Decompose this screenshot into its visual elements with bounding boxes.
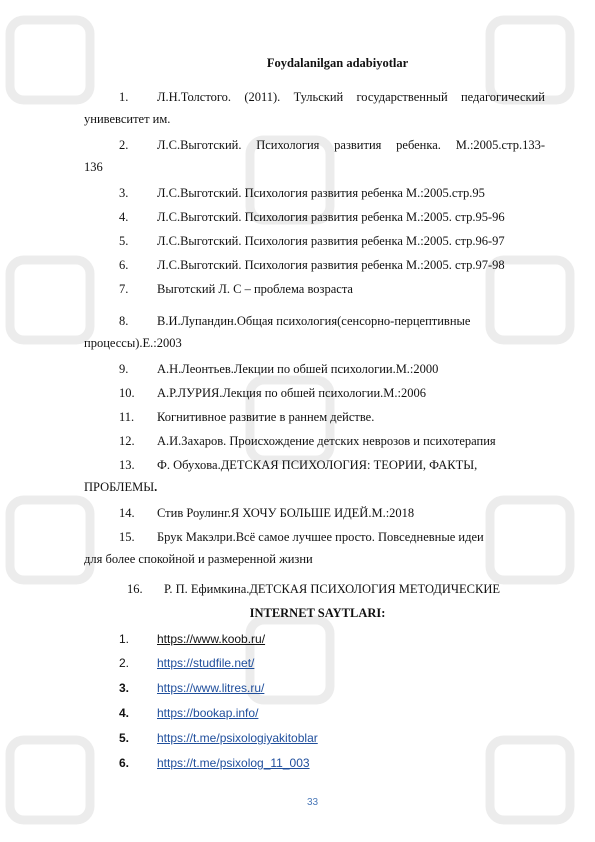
internet-sites-heading: INTERNET SAYTLARI:: [249, 606, 386, 620]
reference-text-continuation: [84, 336, 182, 351]
reference-text: А.И.Захаров. Происхождение детских неврозов и психотерапия: [157, 434, 496, 448]
website-link[interactable]: https://www.koob.ru/: [157, 632, 266, 646]
reference-number: 8.: [119, 314, 129, 328]
reference-text: Ф. Обухова.ДЕТСКАЯ ПСИХОЛОГИЯ: ТЕОРИИ, ФАКТЫ,: [157, 458, 478, 472]
website-link[interactable]: https://t.me/psixologiyakitoblar: [157, 731, 318, 745]
reference-continuation-text: 136: [84, 160, 103, 174]
reference-number: 14.: [119, 506, 135, 520]
reference-text-continuation: [84, 552, 313, 567]
reference-number: 12.: [119, 434, 135, 448]
website-number: 3.: [119, 681, 130, 695]
website-link[interactable]: https://t.me/psixolog_11_003: [157, 756, 310, 770]
reference-number: 10.: [119, 386, 135, 400]
reference-text: А.Н.Леонтьев.Лекции по обшей психологии.М.:2000: [157, 362, 439, 376]
page-number: 33: [306, 797, 319, 808]
reference-text: Л.С.Выготский. Психология развития ребенка М.:2005. стр.97-98: [157, 258, 505, 272]
reference-text: В.И.Лупандин.Общая психология(сенсорно-перцептивные: [157, 314, 471, 328]
reference-number: 13.: [119, 458, 135, 472]
website-link[interactable]: https://www.litres.ru/: [157, 681, 265, 695]
reference-number: 3.: [119, 186, 129, 200]
website-number: 1.: [119, 632, 130, 646]
reference-continuation-text: для более спокойной и размеренной жизни: [84, 552, 313, 566]
reference-continuation-text: ПРОБЛЕМЫ: [84, 480, 155, 494]
reference-number: 15.: [119, 530, 135, 544]
reference-number: 1.: [119, 90, 129, 104]
reference-text: Р. П. Ефимкина.ДЕТСКАЯ ПСИХОЛОГИЯ МЕТОДИЧЕСКИЕ: [164, 582, 501, 596]
reference-number: 16.: [127, 582, 143, 596]
website-link[interactable]: https://studfile.net/: [157, 656, 255, 670]
website-number: 6.: [119, 756, 130, 770]
reference-number: 11.: [119, 410, 135, 424]
website-number: 4.: [119, 706, 130, 720]
reference-text: Л.Н.Толстого. (2011). Тульский государственный педагогический: [157, 90, 545, 104]
reference-text: А.Р.ЛУРИЯ.Лекция по обшей психологии.М.:2006: [157, 386, 426, 400]
reference-number: 6.: [119, 258, 129, 272]
references-heading: Foydalanilgan adabiyotlar: [266, 56, 409, 70]
reference-number: 7.: [119, 282, 129, 296]
reference-suffix: .: [154, 480, 158, 494]
reference-text: Л.С.Выготский. Психология развития ребенка. М.:2005.стр.133-: [157, 138, 545, 152]
reference-text: Стив Роулинг.Я ХОЧУ БОЛЬШЕ ИДЕЙ.М.:2018: [157, 506, 415, 520]
website-link[interactable]: https://bookap.info/: [157, 706, 259, 720]
reference-text: Брук Макэлри.Всё самое лучшее просто. Повседневные идеи: [157, 530, 484, 544]
reference-number: 9.: [119, 362, 129, 376]
reference-number: 4.: [119, 210, 129, 224]
reference-number: 2.: [119, 138, 129, 152]
website-number: 2.: [119, 656, 130, 670]
reference-text: Выготский Л. С – проблема возраста: [157, 282, 353, 296]
reference-continuation-text: процессы).Е.:2003: [84, 336, 182, 350]
reference-text: Л.С.Выготский. Психология развития ребенка М.:2005.стр.95: [157, 186, 485, 200]
reference-text: Л.С.Выготский. Психология развития ребенка М.:2005. стр.95-96: [157, 210, 505, 224]
reference-text: Когнитивное развитие в раннем действе.: [157, 410, 375, 424]
reference-text-continuation: [84, 160, 103, 175]
reference-continuation-text: унивевситет им.: [84, 112, 171, 126]
reference-number: 5.: [119, 234, 129, 248]
reference-text-continuation: [84, 480, 157, 495]
reference-text: Л.С.Выготский. Психология развития ребенка М.:2005. стр.96-97: [157, 234, 505, 248]
reference-text-continuation: [84, 112, 170, 127]
website-number: 5.: [119, 731, 130, 745]
